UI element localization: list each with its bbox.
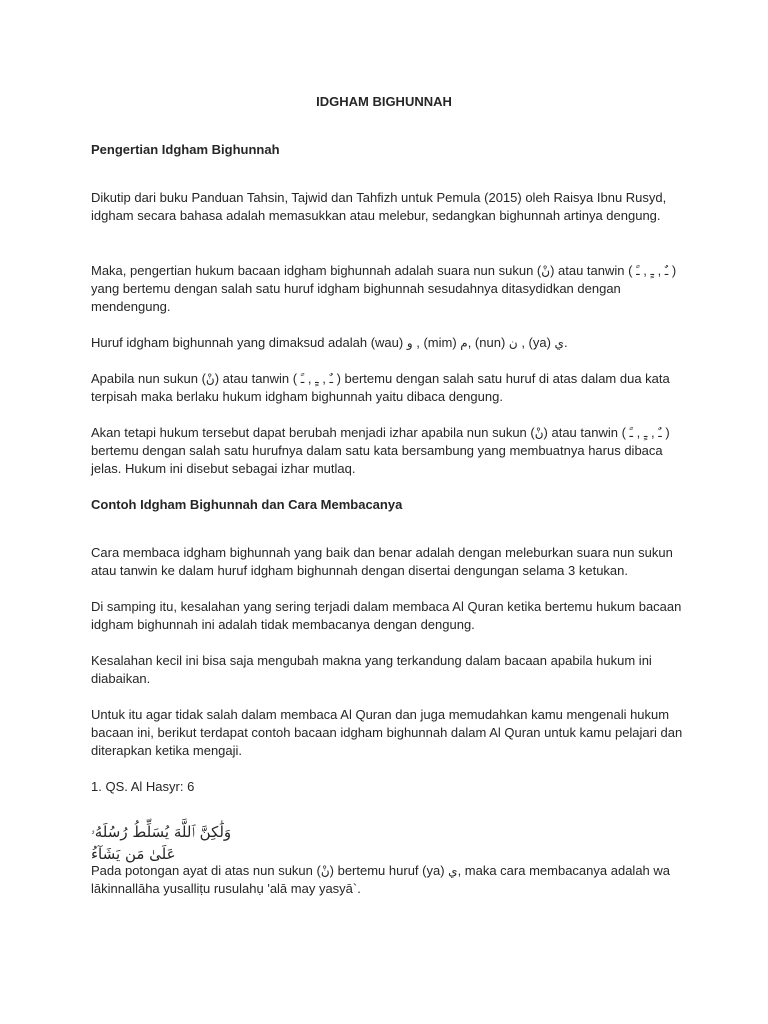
document-title: IDGHAM BIGHUNNAH [316,94,452,109]
arabic-dammatain: ـٌ [329,372,333,386]
arabic-kasratain: ـٍ [643,426,648,440]
arabic-kasratain: ـٍ [315,372,319,386]
paragraph-huruf-idgham [91,334,691,352]
paragraph-cara-membaca: Cara membaca idgham bighunnah yang baik dan benar adalah dengan meleburkan suara nun sukun atau tanwin ke dalam huruf idgham bighunnah dengan disertai dengungan selama 3 ketukan. [91,545,673,578]
text-run: ) atau tanwin ( [550,263,637,278]
arabic-ya: ي [448,864,458,878]
text-run: ) yang bertemu dengan salah satu huruf idgham bighunnah sesudahnya ditasydidkan dengan mendengung. [91,263,677,314]
arabic-wau: و [406,336,413,350]
example-label: 1. QS. Al Hasyr: 6 [91,779,195,794]
arabic-nun: ن [508,336,518,350]
text-run: Pada potongan ayat di atas nun sukun ( [91,863,321,878]
arabic-mim: م [460,336,468,350]
text-run: Maka, pengertian hukum bacaan idgham bighunnah adalah suara nun sukun ( [91,263,542,278]
arabic-nun-sukun: نْ [541,264,551,278]
paragraph-untuk-itu: Untuk itu agar tidak salah dalam membaca Al Quran dan juga memudahkan kamu mengenali hukum bacaan ini, berikut terdapat contoh bacaan idgham bighunnah dalam Al Quran untuk kamu pelajari dan diterapkan ketika mengaji. [91,707,683,758]
arabic-dammatain: ـٌ [664,264,669,278]
arabic-nun-sukun: نْ [205,372,215,386]
text-run: , [653,263,665,278]
text-run: ) atau tanwin ( [543,425,630,440]
arabic-ya: ي [554,336,564,350]
text-run: , [633,425,644,440]
text-run: , maka cara membacanya adalah wa lākinnallāha yusalliṭu rusulahụ 'alā may yasyā`. [91,863,671,896]
text-run: Huruf idgham bighunnah yang dimaksud adalah (wau) [91,335,407,350]
text-run: , [639,263,651,278]
paragraph-apabila [91,370,691,406]
paragraph-kesalahan: Di samping itu, kesalahan yang sering terjadi dalam membaca Al Quran ketika bertemu hukum bacaan idgham bighunnah ini adalah tidak membacanya dengan dengung. [91,599,682,632]
text-run: , (nun) [467,335,509,350]
arabic-nun-sukun: نْ [320,864,330,878]
text-run: ) atau tanwin ( [214,371,301,386]
text-run: Apabila nun sukun ( [91,371,206,386]
arabic-fathatain: ـً [636,264,640,278]
text-run: , (ya) [517,335,555,350]
paragraph-kesalahan-kecil: Kesalahan kecil ini bisa saja mengubah makna yang terkandung dalam bacaan apabila hukum ini diabaikan. [91,653,652,686]
text-run: . [563,335,568,350]
arabic-nun-sukun: نْ [534,426,544,440]
text-run: , (mim) [412,335,461,350]
text-run: , [647,425,659,440]
arabic-kasratain: ـٍ [650,264,654,278]
text-run: ) bertemu dengan salah satu hurufnya dalam satu kata bersambung yang membuatnya harus dibaca jelas. Hukum ini disebut sebagai izhar mutlaq. [91,425,670,476]
quran-verse-arabic: وَلَٰكِنَّ ٱللَّهَ يُسَلِّطُ رُسُلَهُۥ عَلَىٰ مَن يَشَآءُ [91,823,232,863]
text-run: ) bertemu dengan salah satu huruf di atas dalam dua kata terpisah maka berlaku hukum idgham bighunnah yaitu dibaca dengung. [91,371,670,404]
text-run: ) bertemu huruf (ya) [329,863,449,878]
text-run: Akan tetapi hukum tersebut dapat berubah menjadi izhar apabila nun sukun ( [91,425,535,440]
section-heading-contoh: Contoh Idgham Bighunnah dan Cara Membacanya [91,497,403,512]
arabic-fathatain: ـً [300,372,305,386]
text-run: , [318,371,330,386]
arabic-fathatain: ـً [629,426,634,440]
paragraph-hukum-bacaan [91,262,691,316]
paragraph-izhar-mutlaq [91,424,691,478]
text-run: , [304,371,316,386]
section-heading-pengertian: Pengertian Idgham Bighunnah [91,142,280,157]
arabic-dammatain: ـٌ [658,426,662,440]
paragraph-penjelasan-ayat [91,862,691,898]
paragraph-definition: Dikutip dari buku Panduan Tahsin, Tajwid dan Tahfizh untuk Pemula (2015) oleh Raisya Ibnu Rusyd, idgham secara bahasa adalah memasukkan atau melebur, sedangkan bighunnah artinya dengung. [91,190,667,223]
